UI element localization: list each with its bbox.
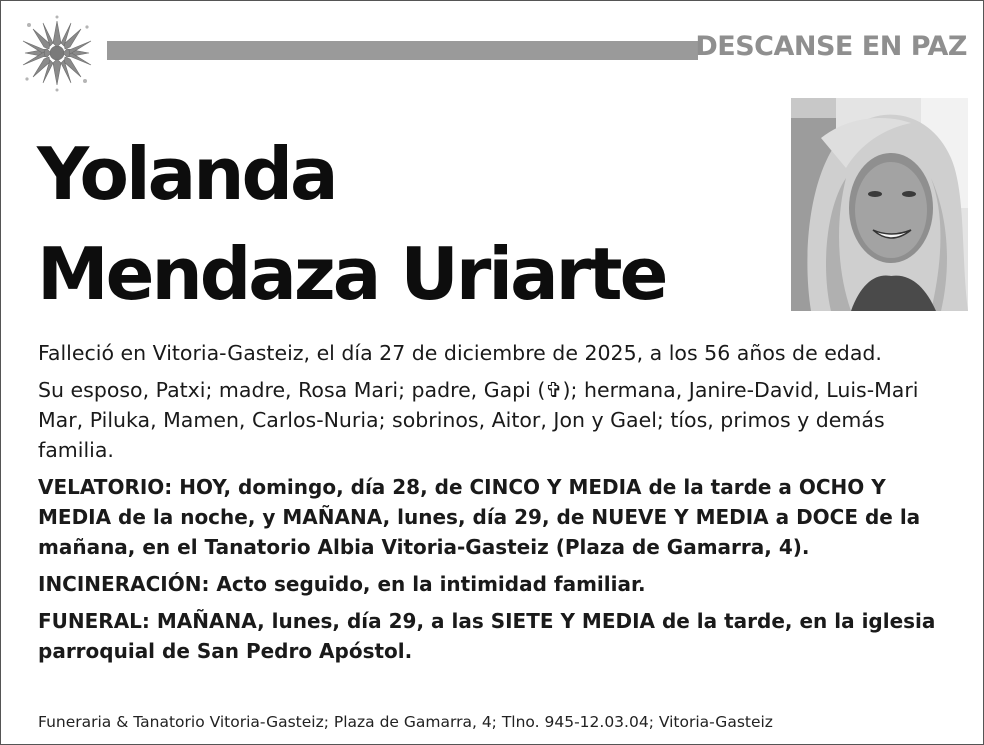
obituary-body bbox=[38, 338, 958, 673]
header-label: DESCANSE EN PAZ bbox=[695, 31, 967, 62]
incineracion-info: INCINERACIÓN: Acto seguido, en la intimidad familiar. bbox=[38, 572, 646, 596]
family-list: Su esposo, Patxi; madre, Rosa Mari; padre, Gapi (✞); hermana, Janire-David, Luis-Mari Mar, Piluka, Mamen, Carlos-Nuria; sobrinos, Aitor, Jon y Gael; tíos, primos y demás familia. bbox=[38, 378, 919, 462]
deceased-first-name: Yolanda bbox=[37, 132, 336, 216]
funeral-home-footer: Funeraria & Tanatorio Vitoria-Gasteiz; Plaza de Gamarra, 4; Tlno. 945-12.03.04; Vitoria-Gasteiz bbox=[38, 713, 773, 731]
floral-ornament-icon bbox=[15, 13, 99, 93]
header-divider-bar bbox=[107, 41, 698, 60]
portrait-photo bbox=[791, 98, 968, 311]
death-notice: Falleció en Vitoria-Gasteiz, el día 27 de diciembre de 2025, a los 56 años de edad. bbox=[38, 341, 882, 365]
velatorio-info: VELATORIO: HOY, domingo, día 28, de CINCO Y MEDIA de la tarde a OCHO Y MEDIA de la noche, y MAÑANA, lunes, día 29, de NUEVE Y MEDIA a DOCE de la mañana, en el Tanatorio Albia Vitoria-Gasteiz (Plaza de Gamarra, 4). bbox=[38, 475, 921, 559]
deceased-last-name: Mendaza Uriarte bbox=[37, 232, 666, 316]
funeral-info: FUNERAL: MAÑANA, lunes, día 29, a las SIETE Y MEDIA de la tarde, en la iglesia parroquial de San Pedro Apóstol. bbox=[38, 609, 936, 663]
